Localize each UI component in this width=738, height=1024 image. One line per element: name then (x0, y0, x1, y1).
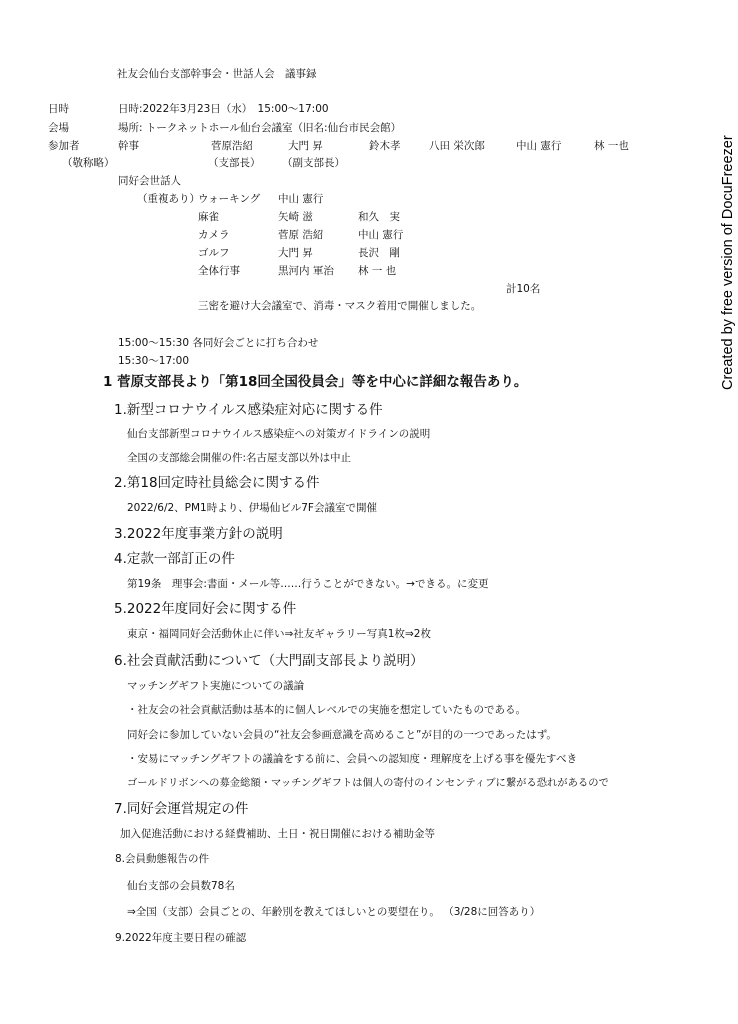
club-member: 和久 実 (358, 211, 400, 223)
venue-value: 場所: トークネットホール仙台会議室（旧名:仙台市民会館） (118, 122, 402, 134)
club-name: ウォーキング (198, 193, 261, 205)
report-heading: 1 菅原支部長より「第18回全国役員会」等を中心に詳細な報告あり。 (103, 374, 528, 390)
officer-name: 八田 栄次郎 (429, 140, 485, 152)
attendees-label: 参加者 (48, 140, 80, 152)
section-line: ・社友会の社会貢献活動は基本的に個人レベルでの実施を想定していたものである。 (127, 704, 526, 716)
club-member: 矢崎 滋 (278, 211, 313, 223)
club-member: 林 一 也 (358, 265, 397, 277)
section-heading: 8.会員動態報告の件 (115, 853, 210, 865)
schedule-line: 15:00～15:30 各同好会ごとに打ち合わせ (118, 337, 319, 349)
document-title: 社友会仙台支部幹事会・世話人会 議事録 (117, 68, 317, 80)
club-member: 中山 憲行 (358, 229, 404, 241)
club-name: 全体行事 (198, 265, 240, 277)
section-line: 仙台支部の会員数78名 (127, 880, 235, 892)
duplicate-note: （重複あり） (137, 193, 200, 205)
section-heading: 1.新型コロナウイルス感染症対応に関する件 (114, 402, 383, 418)
officer-name: 林 一也 (594, 140, 629, 152)
total-count: 計10名 (506, 283, 541, 295)
officer-role: 幹事 (118, 140, 139, 152)
section-heading: 9.2022年度主要日程の確認 (115, 932, 247, 944)
watermark-text: Created by free version of DocuFreezer (720, 135, 736, 390)
officer-subtitle: （支部長） (208, 157, 261, 169)
section-line: 同好会に参加していない会員の“社友会参画意識を高めること”が目的の一つであったはず。 (127, 729, 557, 741)
section-heading: 7.同好会運営規定の件 (114, 801, 249, 817)
club-member: 大門 昇 (278, 247, 313, 259)
schedule-line: 15:30～17:00 (118, 355, 190, 367)
date-label: 日時 (48, 103, 69, 115)
officer-name: 中山 憲行 (516, 140, 562, 152)
section-heading: 2.第18回定時社員総会に関する件 (114, 475, 320, 491)
officer-name: 大門 昇 (288, 140, 323, 152)
club-name: カメラ (198, 229, 230, 241)
club-header: 同好会世話人 (118, 175, 181, 187)
section-line: 第19条 理事会:書面・メール等……行うことができない。→できる。に変更 (127, 578, 489, 590)
venue-label: 会場 (48, 122, 69, 134)
club-member: 長沢 剛 (358, 247, 400, 259)
section-heading: 6.社会貢献活動について（大門副支部長より説明） (114, 653, 424, 669)
covid-note: 三密を避け大会議室で、消毒・マスク着用で開催しました。 (198, 300, 482, 312)
section-line: ゴールドリボンへの募金総額・マッチングギフトは個人の寄付のインセンティブに繋がる恐れがあるので (127, 777, 609, 789)
section-heading: 3.2022年度事業方針の説明 (114, 526, 283, 542)
section-line: 全国の支部総会開催の件:名古屋支部以外は中止 (127, 452, 352, 464)
club-member: 中山 憲行 (278, 193, 324, 205)
club-member: 黒河内 軍治 (278, 265, 334, 277)
section-line: 加入促進活動における経費補助、土日・祝日開催における補助金等 (120, 828, 435, 840)
section-line: ⇒全国（支部）会員ごとの、年齢別を教えてほしいとの要望在り。 （3/28に回答あり） (127, 906, 541, 918)
section-line: 仙台支部新型コロナウイルス感染症への対策ガイドラインの説明 (127, 428, 431, 440)
officer-subtitle: （副支部長） (282, 157, 345, 169)
officer-name: 鈴木孝 (369, 140, 401, 152)
section-line: 2022/6/2、PM1時より、伊場仙ビル7F会議室で開催 (127, 502, 377, 514)
section-line: マッチングギフト実施についての議論 (127, 680, 305, 692)
section-heading: 4.定款一部訂正の件 (114, 551, 235, 567)
section-heading: 5.2022年度同好会に関する件 (114, 601, 297, 617)
honorific-note: （敬称略） (62, 157, 115, 169)
officer-name: 菅原浩紹 (211, 140, 253, 152)
club-name: 麻雀 (198, 211, 219, 223)
date-value: 日時:2022年3月23日（水） 15:00～17:00 (118, 103, 329, 115)
section-line: 東京・福岡同好会活動休止に伴い⇒社友ギャラリー写真1枚⇒2枚 (127, 628, 431, 640)
club-name: ゴルフ (198, 247, 230, 259)
section-line: ・安易にマッチングギフトの議論をする前に、会員への認知度・理解度を上げる事を優先すべき (127, 753, 578, 765)
club-member: 菅原 浩紹 (278, 229, 324, 241)
